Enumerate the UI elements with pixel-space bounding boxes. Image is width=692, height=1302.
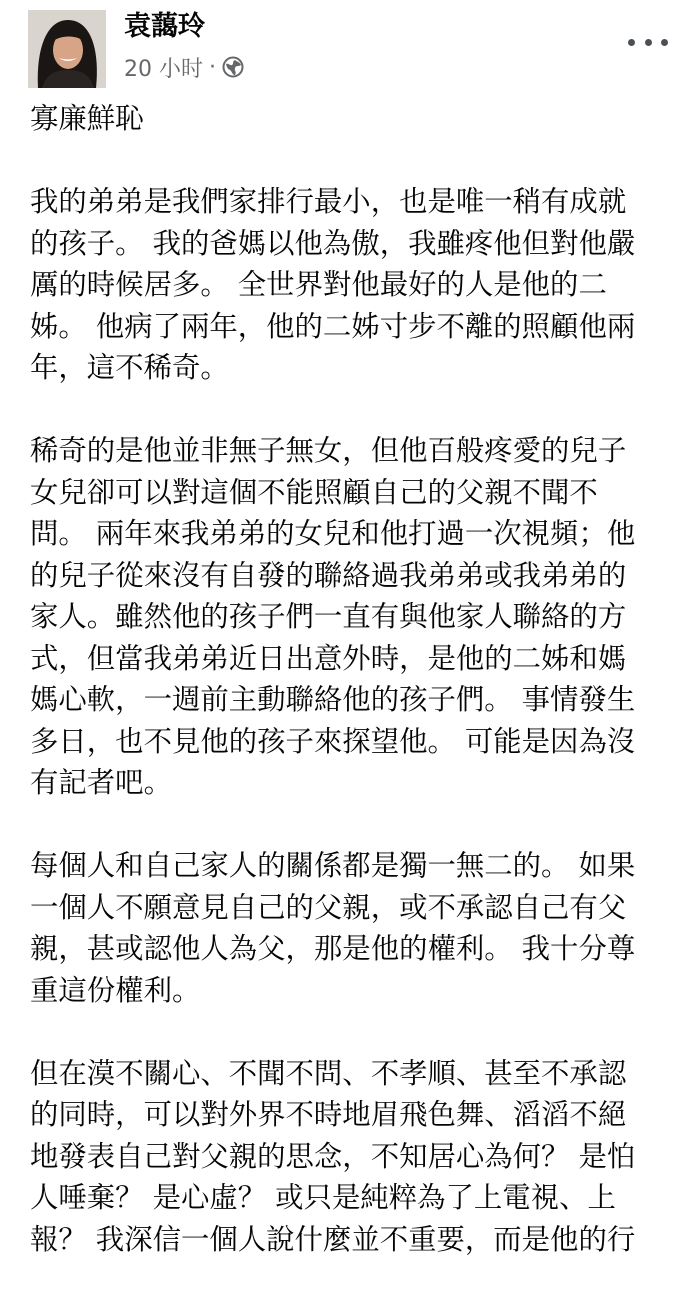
paragraph-line: 年，這不稀奇。 — [30, 351, 229, 384]
paragraph-line: 家人。雖然他的孩子們一直有與他家人聯絡的方 — [30, 600, 627, 633]
paragraph-line: 人唾棄？ 是心虛？ 或只是純粹為了上電視、上 — [30, 1181, 616, 1214]
post-paragraph — [30, 845, 676, 1011]
paragraph-line: 地發表自己對父親的思念，不知居心為何？ 是怕 — [30, 1139, 636, 1173]
paragraph-line: 厲的時候居多。 全世界對他最好的人是他的二 — [30, 268, 607, 301]
paragraph-line: 報？ 我深信一個人說什麼並不重要，而是他的行 — [30, 1222, 636, 1256]
paragraph-line: 的同時，可以對外界不時地眉飛色舞、滔滔不絕 — [30, 1098, 627, 1131]
post-paragraphs — [30, 181, 676, 1260]
paragraph-line: 的孩子。 我的爸媽以他為傲，我雖疼他但對他嚴 — [30, 226, 636, 260]
post-body — [30, 98, 676, 1302]
paragraph-line: 一個人不願意見自己的父親，或不承認自己有父 — [30, 890, 627, 924]
paragraph-line: 有記者吧。 — [30, 766, 172, 799]
post-paragraph — [30, 430, 676, 804]
author-name[interactable]: 袁藹玲 — [124, 11, 205, 42]
paragraph-line: 稀奇的是他並非無子無女，但他百般疼愛的兒子 — [30, 434, 627, 467]
paragraph-line: 我的弟弟是我們家排行最小，也是唯一稍有成就 — [30, 185, 627, 218]
paragraph-line: 親，甚或認他人為父，那是他的權利。 我十分尊 — [30, 932, 636, 965]
more-options-button[interactable] — [628, 30, 668, 54]
paragraph-line: 媽心軟，一週前主動聯絡他的孩子們。 事情發生 — [30, 683, 636, 716]
paragraph-line: 女兒卻可以對這個不能照顧自己的父親不聞不 — [30, 475, 598, 509]
paragraph-line: 式，但當我弟弟近日出意外時，是他的二姊和媽 — [30, 641, 627, 675]
post-timestamp[interactable]: 20 小时 — [124, 56, 203, 82]
paragraph-line: 問。 兩年來我弟弟的女兒和他打過一次視頻；他 — [30, 517, 636, 550]
post-meta — [124, 52, 244, 82]
globe-icon[interactable] — [222, 56, 244, 78]
paragraph-line: 的兒子從來沒有自發的聯絡過我弟弟或我弟弟的 — [30, 558, 627, 592]
paragraph-line: 姊。 他病了兩年，他的二姊寸步不離的照顧他兩 — [30, 309, 636, 343]
post-header — [0, 0, 692, 96]
paragraph-line: 但在漠不關心、不聞不問、不孝順、甚至不承認 — [30, 1056, 627, 1090]
paragraph-line: 每個人和自己家人的關係都是獨一無二的。 如果 — [30, 849, 636, 882]
post-title: 寡廉鮮恥 — [30, 102, 144, 135]
avatar-photo — [28, 10, 106, 88]
paragraph-line: 重這份權利。 — [30, 973, 201, 1007]
post-paragraph — [30, 181, 676, 389]
paragraph-line: 多日，也不見他的孩子來探望他。 可能是因為沒 — [30, 724, 636, 758]
meta-separator: · — [209, 54, 216, 80]
post-paragraph — [30, 1053, 676, 1261]
avatar[interactable] — [28, 10, 106, 88]
more-dots-icon — [628, 39, 635, 46]
